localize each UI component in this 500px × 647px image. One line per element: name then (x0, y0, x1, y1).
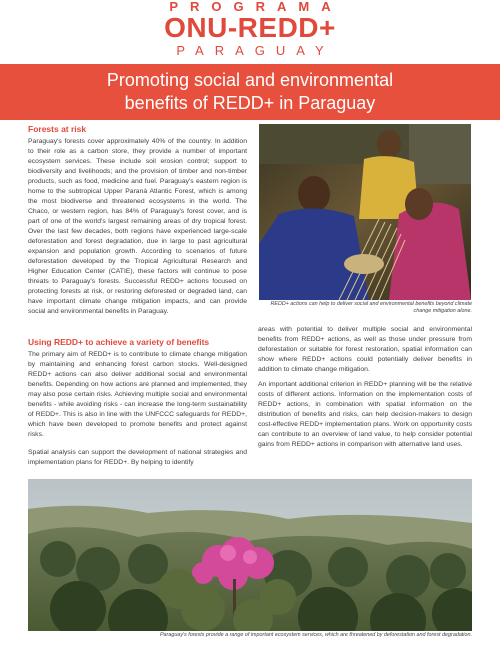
logo-programa-text: PROGRAMA (169, 0, 343, 14)
section-heading-forests-at-risk: Forests at risk (28, 124, 87, 134)
page-title: Promoting social and environmental benefits of REDD+ in Paraguay (106, 70, 394, 113)
benefits-paragraph-4: An important additional criterion in REDD+ planning will be the relative costs of different actions. Information on the implementation costs of REDD+ actions, in combination with spatial information on the distribution of benefits and risks, can help decision-makers to design cost-effective REDD+ implementation plans. Work on opportunity costs can contribute to an overview of land value, to help consider potential gains from REDD+ actions in comparison with alternative land uses. (258, 381, 472, 448)
benefits-paragraph-2: Spatial analysis can support the development of national strategies and implementation plans for REDD+. By helping to identify (28, 449, 247, 466)
forest-photo-caption: Paraguay's forests provide a range of important ecosystem services, which are threatened by deforestation and forest degradation. (159, 632, 472, 638)
section-heading-benefits: Using REDD+ to achieve a variety of benefits (28, 337, 210, 347)
forests-at-risk-paragraph: Paraguay's forests cover approximately 40% of the country. In addition to their role as a carbon store, they provide a number of important ecosystem services. These include soil erosion control; support to biodiversity and livelihoods; and the provision of timber and non-timber products, such as food, medicine and fuel. Paraguay's eastern region is home to the subtropical Upper Paraná Atlantic Forest, which is among the most biodiverse and threatened ecosystems in the world. The Chaco, or western region, has 84% of Paraguay's forest cover, and is part of one of the world's largest remaining areas of dry tropical forest. Over the last few decades, both regions have experienced large-scale deforestation and forest degradation, due in large to past agricultural expansion and population growth. According to scenarios of future deforestation developed by the Tropical Agricultural Research and Higher Education Center (CATIE), these factors will continue to pose threats to Paraguay's forests. Successful REDD+ actions focused on protecting forests at risk, or restoring deforested or degraded land, can have important climate change mitigation impacts, and can provide social and environmental benefits in Paraguay. (28, 138, 247, 315)
logo-country-text: PARAGUAY (176, 43, 335, 58)
benefits-paragraph-1: The primary aim of REDD+ is to contribute to climate change mitigation by maintaining and enhancing forest carbon stocks. Well-designed REDD+ actions can also deliver additional social and environmental benefits. Depending on how actions are planned and implemented, they may also pose certain risks. Achieving multiple social and environmental benefits - while avoiding risks - can increase the long-term sustainability of REDD+. This is also in line with the UNFCCC safeguards for REDD+, which have been developed to promote benefits and protect against risks. (28, 351, 247, 438)
forest-landscape-illustration (28, 479, 472, 631)
weaver-photo-illustration (259, 124, 471, 300)
weaver-photo-caption: REDD+ actions can help to deliver social and environmental benefits beyond climate change mitigation alone. (270, 301, 472, 314)
weaver-photo (259, 124, 471, 300)
forest-landscape-photo (28, 479, 472, 631)
benefits-paragraph-3: areas with potential to deliver multiple social and environmental benefits from REDD+ actions, as well as those under pressure from deforestation or suitable for forest restoration, spatial information can show where REDD+ actions could potentially deliver benefits in addition to climate change mitigation. (258, 326, 472, 373)
title-banner (0, 64, 500, 120)
logo-program-name: ONU-REDD+ (164, 12, 336, 43)
program-logo (0, 0, 500, 64)
